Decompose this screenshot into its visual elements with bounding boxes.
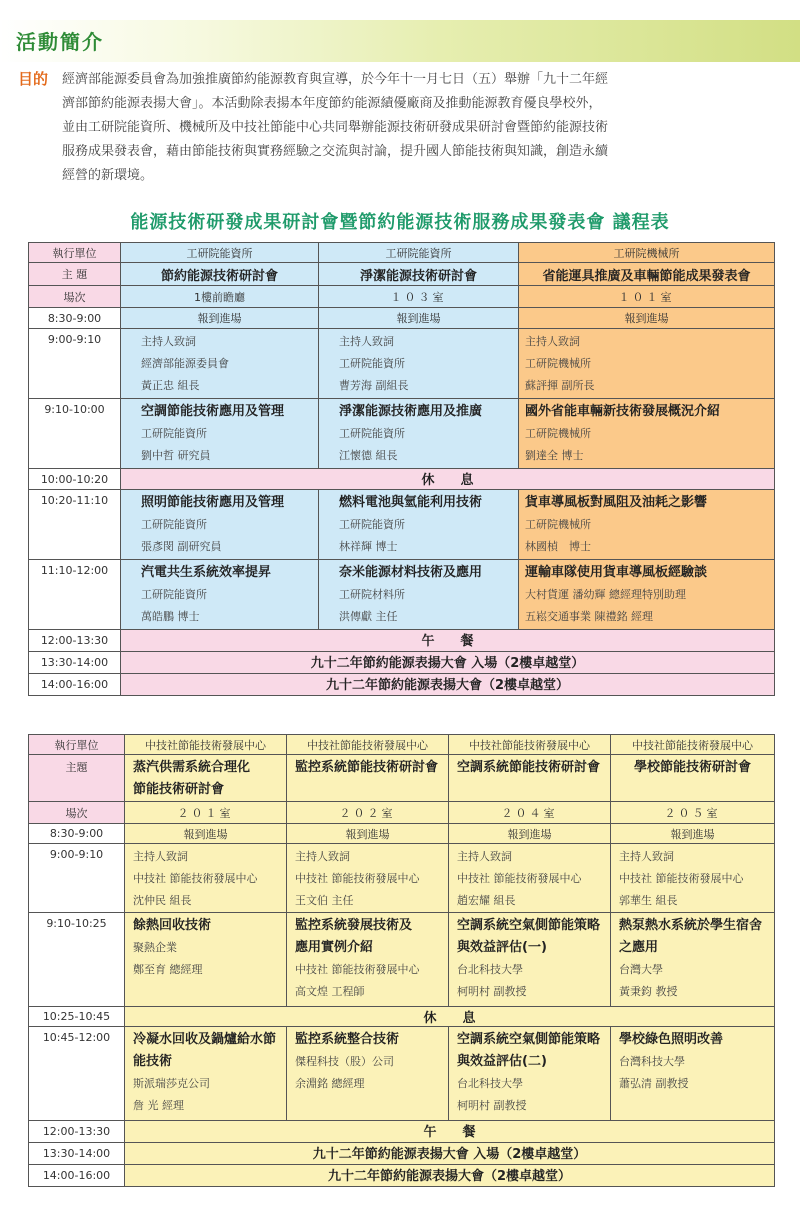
purpose-label: 目的: [18, 70, 49, 88]
session-speaker: 柯明村 副教授: [457, 985, 527, 998]
session-cell: [611, 844, 775, 913]
session-title: 監控系統發展技術及: [295, 918, 413, 933]
time-cell: 10:00-10:20: [29, 469, 121, 490]
unit-cell: 中技社節能技術發展中心: [287, 735, 449, 755]
session-cell: [125, 913, 287, 1007]
session-org: 傑程科技（股）公司: [295, 1055, 394, 1068]
table-row: [29, 490, 775, 560]
time-cell: 13:30-14:00: [29, 1143, 125, 1165]
time-cell: 8:30-9:00: [29, 824, 125, 844]
session-org: 中技社 節能技術發展中心: [457, 872, 582, 885]
session-org: 中技社 節能技術發展中心: [619, 872, 744, 885]
schedule-title: 能源技術研發成果研討會暨節約能源技術服務成果發表會 議程表: [130, 212, 670, 233]
venue-cell: ２０５室: [611, 802, 775, 824]
section-title: 活動簡介: [16, 30, 104, 54]
session-org: 工研院能資所: [339, 518, 405, 531]
session-title: 主持人致詞: [339, 335, 394, 348]
session-org: 工研院機械所: [525, 518, 591, 531]
session-title: 主持人致詞: [525, 335, 580, 348]
table-row: [29, 263, 775, 286]
session-title: 學校綠色照明改善: [619, 1032, 724, 1047]
break-cell: 休 息: [121, 469, 775, 490]
checkin-cell: 報到進場: [287, 824, 449, 844]
session-speaker: 萬皓鵬 博士: [141, 610, 200, 623]
session-org: 工研院能資所: [339, 427, 405, 440]
time-cell: 14:00-16:00: [29, 674, 121, 696]
table-row: [29, 243, 775, 263]
unit-label: 執行單位: [29, 735, 125, 755]
theme-label: 主 題: [29, 263, 121, 286]
session-speaker: 蕭弘清 副教授: [619, 1077, 689, 1090]
session-title: 能技術: [133, 1054, 173, 1069]
checkin-cell: 報到進場: [611, 824, 775, 844]
time-cell: 9:00-9:10: [29, 329, 121, 399]
table-row: [29, 399, 775, 469]
session-speaker: 王文伯 主任: [295, 894, 354, 907]
session-title: 國外省能車輛新技術發展概況介紹: [525, 404, 721, 419]
session-org: 斯派瑞莎克公司: [133, 1077, 210, 1090]
purpose-line: 濟部節約能源表揚大會」。本活動除表揚本年度節約能源績優廠商及推動能源教育優良學校外，: [62, 96, 602, 111]
agenda-table-2: [28, 734, 775, 1187]
session-org: 工研院機械所: [525, 427, 591, 440]
session-org: 聚熱企業: [133, 941, 177, 954]
session-cell: [125, 844, 287, 913]
table-row: [29, 1143, 775, 1165]
session-title: 主持人致詞: [133, 850, 188, 863]
time-cell: 10:25-10:45: [29, 1007, 125, 1027]
checkin-cell: 報到進場: [121, 308, 319, 329]
time-cell: 9:10-10:00: [29, 399, 121, 469]
theme-cell: [449, 755, 611, 802]
session-speaker: 五崧交通事業 陳禮銘 經理: [525, 610, 653, 623]
table-row: [29, 755, 775, 802]
theme-cell: 節約能源技術研討會: [121, 263, 319, 286]
time-cell: 8:30-9:00: [29, 308, 121, 329]
session-title: 冷凝水回收及鍋爐給水節: [133, 1032, 277, 1047]
session-title: 空調節能技術應用及管理: [141, 404, 285, 419]
session-title: 主持人致詞: [141, 335, 196, 348]
theme-cell: [287, 755, 449, 802]
unit-cell: 工研院機械所: [519, 243, 775, 263]
session-title: 餘熱回收技術: [133, 918, 212, 933]
venue-cell: ２０２室: [287, 802, 449, 824]
checkin-cell: 報到進場: [125, 824, 287, 844]
session-cell: [287, 913, 449, 1007]
venue-cell: １０３室: [319, 286, 519, 308]
session-speaker: 林祥輝 博士: [339, 540, 398, 553]
session-title: 與效益評估(一): [457, 940, 547, 955]
session-cell: [319, 399, 519, 469]
session-cell: [319, 560, 519, 630]
session-cell: [519, 399, 775, 469]
table-row: [29, 824, 775, 844]
session-org: 大村貨運 潘幼輝 總經理特別助理: [525, 588, 686, 601]
session-cell: [611, 913, 775, 1007]
table-row: [29, 674, 775, 696]
table-row: [29, 913, 775, 1007]
session-cell: [125, 1027, 287, 1121]
table-row: [29, 469, 775, 490]
session-speaker: 柯明村 副教授: [457, 1099, 527, 1112]
session-title: 淨潔能源技術應用及推廣: [339, 404, 483, 419]
session-org: 中技社 節能技術發展中心: [133, 872, 258, 885]
session-title: 主持人致詞: [457, 850, 512, 863]
time-cell: 12:00-13:30: [29, 630, 121, 652]
session-speaker: 曹芳海 副組長: [339, 379, 409, 392]
lunch-cell: 午 餐: [121, 630, 775, 652]
unit-cell: 中技社節能技術發展中心: [125, 735, 287, 755]
time-cell: 10:45-12:00: [29, 1027, 125, 1121]
theme-line: 節能技術研討會: [133, 782, 225, 797]
unit-label: 執行單位: [29, 243, 121, 263]
session-speaker: 趙宏耀 組長: [457, 894, 516, 907]
session-title: 照明節能技術應用及管理: [141, 495, 285, 510]
table-row: [29, 844, 775, 913]
checkin-cell: 報到進場: [519, 308, 775, 329]
session-cell: [519, 329, 775, 399]
table-row: [29, 560, 775, 630]
theme-cell: [125, 755, 287, 802]
session-cell: [287, 1027, 449, 1121]
purpose-line: 服務成果發表會，藉由節能技術與實務經驗之交流與討論，提升國人節能技術與知識，創造永續: [62, 144, 609, 159]
session-title: 奈米能源材料技術及應用: [339, 565, 483, 580]
theme-line: 監控系統節能技術研討會: [295, 760, 439, 775]
table-row: [29, 652, 775, 674]
session-title: 應用實例介紹: [295, 940, 374, 955]
session-title: 與效益評估(二): [457, 1054, 547, 1069]
session-speaker: 鄭至育 總經理: [133, 963, 203, 976]
session-title: 主持人致詞: [619, 850, 674, 863]
session-title: 燃料電池與氫能利用技術: [339, 495, 483, 510]
session-org: 工研院能資所: [141, 588, 207, 601]
session-speaker: 黃秉鈞 教授: [619, 985, 678, 998]
session-cell: [519, 560, 775, 630]
session-speaker: 高文煌 工程師: [295, 985, 365, 998]
time-cell: 10:20-11:10: [29, 490, 121, 560]
table-row: [29, 286, 775, 308]
session-org: 台灣科技大學: [619, 1055, 685, 1068]
session-org: 中技社 節能技術發展中心: [295, 963, 420, 976]
session-title: 運輸車隊使用貨車導風板經驗談: [525, 565, 708, 580]
venue-label: 場次: [29, 286, 121, 308]
unit-cell: 工研院能資所: [121, 243, 319, 263]
session-title: 汽電共生系統效率提昇: [141, 565, 272, 580]
theme-cell: 淨潔能源技術研討會: [319, 263, 519, 286]
session-cell: [319, 329, 519, 399]
session-org: 台灣大學: [619, 963, 663, 976]
session-org: 中技社 節能技術發展中心: [295, 872, 420, 885]
session-cell: [287, 844, 449, 913]
ceremony-cell: 九十二年節約能源表揚大會（2樓卓越堂）: [125, 1165, 775, 1187]
session-speaker: 余淵銘 總經理: [295, 1077, 365, 1090]
venue-cell: ２０４室: [449, 802, 611, 824]
session-org: 工研院機械所: [525, 357, 591, 370]
session-org: 工研院能資所: [141, 427, 207, 440]
purpose-text: [62, 68, 778, 188]
table-row: [29, 308, 775, 329]
session-speaker: 江懷德 組長: [339, 449, 398, 462]
session-speaker: 洪傳獻 主任: [339, 610, 398, 623]
session-org: 工研院能資所: [339, 357, 405, 370]
session-cell: [519, 490, 775, 560]
checkin-cell: 報到進場: [449, 824, 611, 844]
time-cell: 9:10-10:25: [29, 913, 125, 1007]
session-title: 空調系統空氣側節能策略: [457, 1032, 601, 1047]
time-cell: 14:00-16:00: [29, 1165, 125, 1187]
theme-line: 學校節能技術研討會: [633, 760, 751, 775]
session-speaker: 郭華生 組長: [619, 894, 678, 907]
session-org: 經濟部能源委員會: [141, 357, 229, 370]
table-row: [29, 1007, 775, 1027]
table-row: [29, 802, 775, 824]
table-row: [29, 329, 775, 399]
table-row: [29, 1121, 775, 1143]
session-cell: [121, 560, 319, 630]
table-row: [29, 735, 775, 755]
session-cell: [121, 329, 319, 399]
ceremony-entry-cell: 九十二年節約能源表揚大會 入場（2樓卓越堂）: [121, 652, 775, 674]
time-cell: 11:10-12:00: [29, 560, 121, 630]
session-title: 主持人致詞: [295, 850, 350, 863]
session-speaker: 蘇評揮 副所長: [525, 379, 595, 392]
table-row: [29, 1027, 775, 1121]
section-banner: [0, 20, 800, 62]
session-org: 台北科技大學: [457, 963, 523, 976]
session-org: 工研院材料所: [339, 588, 405, 601]
session-title: 監控系統整合技術: [295, 1032, 400, 1047]
time-cell: 9:00-9:10: [29, 844, 125, 913]
time-cell: 12:00-13:30: [29, 1121, 125, 1143]
venue-cell: ２０１室: [125, 802, 287, 824]
theme-label: 主題: [29, 755, 125, 802]
unit-cell: 中技社節能技術發展中心: [449, 735, 611, 755]
session-title: 空調系統空氣側節能策略: [457, 918, 601, 933]
theme-cell: 省能運具推廣及車輛節能成果發表會: [519, 263, 775, 286]
unit-cell: 中技社節能技術發展中心: [611, 735, 775, 755]
lunch-cell: 午 餐: [125, 1121, 775, 1143]
theme-line: 蒸汽供需系統合理化: [133, 760, 251, 775]
session-cell: [449, 913, 611, 1007]
session-cell: [611, 1027, 775, 1121]
ceremony-cell: 九十二年節約能源表揚大會（2樓卓越堂）: [121, 674, 775, 696]
session-cell: [449, 844, 611, 913]
session-cell: [449, 1027, 611, 1121]
ceremony-entry-cell: 九十二年節約能源表揚大會 入場（2樓卓越堂）: [125, 1143, 775, 1165]
session-org: 台北科技大學: [457, 1077, 523, 1090]
session-speaker: 詹 光 經理: [133, 1099, 184, 1112]
session-speaker: 劉達全 博士: [525, 449, 584, 462]
session-speaker: 林國楨 博士: [525, 540, 591, 553]
theme-line: 空調系統節能技術研討會: [457, 760, 601, 775]
agenda-table-1: [28, 242, 775, 696]
table-row: [29, 1165, 775, 1187]
session-title: 貨車導風板對風阻及油耗之影響: [525, 495, 708, 510]
session-title: 熱泵熱水系統於學生宿舍: [619, 918, 763, 933]
purpose-line: 並由工研院能資所、機械所及中技社節能中心共同舉辦能源技術研發成果研討會暨節約能源技術: [62, 120, 609, 135]
venue-label: 場次: [29, 802, 125, 824]
venue-cell: １０１室: [519, 286, 775, 308]
session-speaker: 黃正忠 組長: [141, 379, 200, 392]
venue-cell: 1樓前瞻廳: [121, 286, 319, 308]
session-speaker: 張彥閔 副研究員: [141, 540, 222, 553]
time-cell: 13:30-14:00: [29, 652, 121, 674]
break-cell: 休 息: [125, 1007, 775, 1027]
session-cell: [319, 490, 519, 560]
theme-cell: [611, 755, 775, 802]
session-org: 工研院能資所: [141, 518, 207, 531]
session-cell: [121, 490, 319, 560]
session-title: 之應用: [619, 940, 659, 955]
session-speaker: 劉中哲 研究員: [141, 449, 211, 462]
table-row: [29, 630, 775, 652]
unit-cell: 工研院能資所: [319, 243, 519, 263]
session-cell: [121, 399, 319, 469]
purpose-line: 經濟部能源委員會為加強推廣節約能源教育與宣導，於今年十一月七日（五）舉辦「九十二年經: [62, 72, 609, 87]
purpose-line: 經營的新環境。: [62, 168, 154, 183]
session-speaker: 沈仲民 組長: [133, 894, 192, 907]
checkin-cell: 報到進場: [319, 308, 519, 329]
